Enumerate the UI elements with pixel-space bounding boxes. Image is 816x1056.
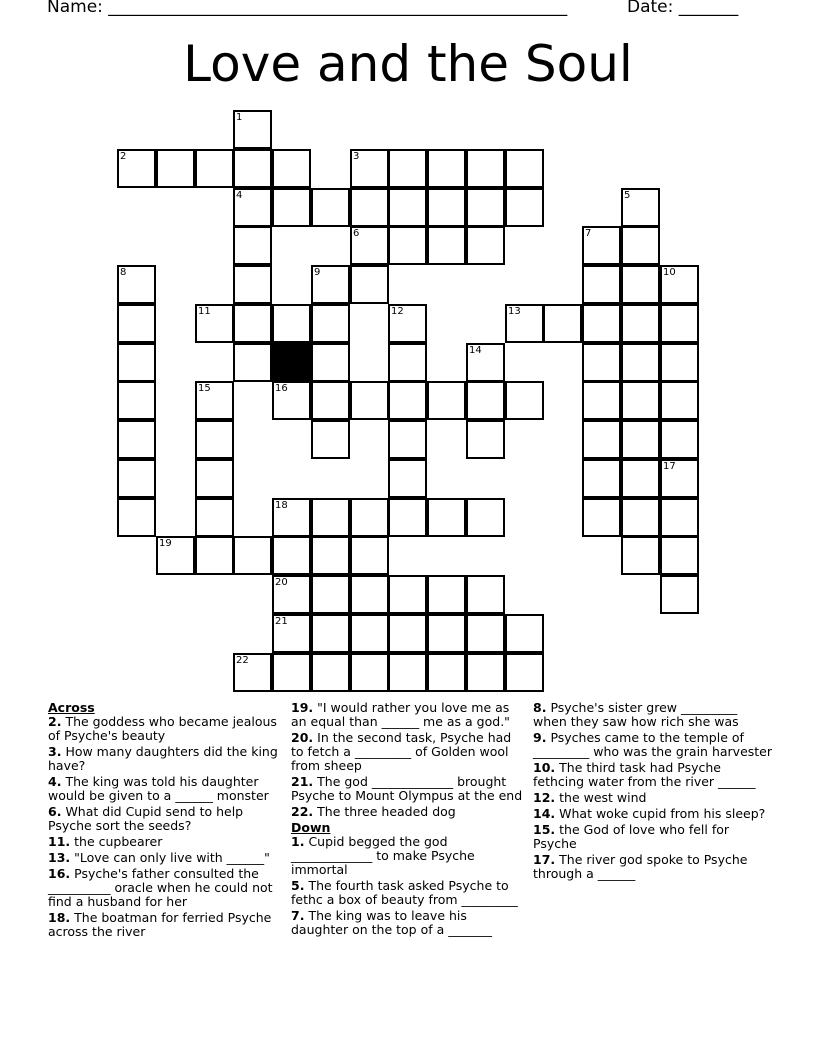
- down-clue: [533, 761, 773, 789]
- clue-number: 12.: [533, 790, 556, 805]
- grid-cell[interactable]: [117, 265, 156, 304]
- grid-cell[interactable]: [195, 420, 234, 459]
- clue-number: 8.: [533, 700, 547, 715]
- grid-cell[interactable]: [660, 343, 699, 382]
- grid-cell[interactable]: [427, 575, 466, 614]
- name-field[interactable]: Name: ______________________________________________________: [47, 0, 568, 17]
- clue-number-label: 21: [275, 616, 288, 627]
- grid-cell[interactable]: [272, 536, 311, 575]
- puzzle-title: Love and the Soul: [183, 35, 633, 93]
- grid-cell[interactable]: [311, 536, 350, 575]
- clue-number-label: 16: [275, 383, 288, 394]
- grid-cell[interactable]: [621, 304, 660, 343]
- grid-cell[interactable]: [388, 226, 427, 265]
- clue-number: 18.: [48, 910, 71, 925]
- grid-cell[interactable]: [388, 614, 427, 653]
- grid-cell[interactable]: [660, 498, 699, 537]
- clue-number-label: 19: [159, 538, 172, 549]
- clue-text: Psyches came to the temple of _________ who was the grain harvester: [533, 730, 773, 759]
- across-clue: [48, 745, 284, 773]
- grid-cell[interactable]: [195, 304, 234, 343]
- grid-block: [272, 343, 311, 382]
- clue-number: 4.: [48, 774, 62, 789]
- grid-cell[interactable]: [427, 226, 466, 265]
- grid-cell[interactable]: [582, 343, 621, 382]
- grid-cell[interactable]: [660, 381, 699, 420]
- grid-cell[interactable]: [388, 343, 427, 382]
- clue-number: 6.: [48, 804, 62, 819]
- grid-cell[interactable]: [582, 265, 621, 304]
- grid-cell[interactable]: [156, 536, 195, 575]
- clue-number: 1.: [291, 834, 305, 849]
- clue-number-label: 11: [198, 306, 211, 317]
- clue-number-label: 2: [120, 151, 127, 162]
- grid-cell[interactable]: [311, 498, 350, 537]
- grid-cell[interactable]: [427, 188, 466, 227]
- grid-cell[interactable]: [466, 614, 505, 653]
- grid-cell[interactable]: [388, 149, 427, 188]
- grid-cell[interactable]: [505, 149, 544, 188]
- clue-number: 3.: [48, 744, 62, 759]
- grid-cell[interactable]: [350, 575, 389, 614]
- grid-cell[interactable]: [466, 381, 505, 420]
- grid-cell[interactable]: [388, 498, 427, 537]
- grid-cell[interactable]: [427, 614, 466, 653]
- grid-cell[interactable]: [621, 420, 660, 459]
- grid-cell[interactable]: [388, 304, 427, 343]
- grid-cell[interactable]: [311, 265, 350, 304]
- clue-number-label: 8: [120, 267, 127, 278]
- grid-cell[interactable]: [311, 653, 350, 692]
- grid-cell[interactable]: [272, 575, 311, 614]
- down-clue: [533, 807, 773, 821]
- grid-cell[interactable]: [233, 188, 272, 227]
- grid-cell[interactable]: [621, 536, 660, 575]
- clue-number: 7.: [291, 908, 305, 923]
- grid-cell[interactable]: [311, 614, 350, 653]
- grid-cell[interactable]: [660, 459, 699, 498]
- clue-number-label: 10: [663, 267, 676, 278]
- clue-text: "Love can only live with ______": [74, 850, 270, 865]
- clue-number: 13.: [48, 850, 71, 865]
- grid-cell[interactable]: [660, 265, 699, 304]
- clue-number: 21.: [291, 774, 314, 789]
- clue-column-2: [291, 701, 527, 939]
- grid-cell[interactable]: [117, 459, 156, 498]
- clue-text: Psyche's sister grew _________ when they saw how rich she was: [533, 700, 739, 729]
- across-clue: [291, 731, 527, 773]
- grid-cell[interactable]: [272, 381, 311, 420]
- grid-cell[interactable]: [311, 381, 350, 420]
- grid-cell[interactable]: [621, 188, 660, 227]
- grid-cell[interactable]: [427, 381, 466, 420]
- grid-cell[interactable]: [505, 188, 544, 227]
- grid-cell[interactable]: [311, 343, 350, 382]
- down-clue: [533, 791, 773, 805]
- across-clue: [291, 805, 527, 819]
- clue-number-label: 15: [198, 383, 211, 394]
- grid-cell[interactable]: [660, 536, 699, 575]
- grid-cell[interactable]: [388, 653, 427, 692]
- clue-text: Cupid begged the god _____________ to make Psyche immortal: [291, 834, 475, 877]
- grid-cell[interactable]: [195, 149, 234, 188]
- clue-number: 20.: [291, 730, 314, 745]
- across-clue: [48, 715, 284, 743]
- grid-cell[interactable]: [582, 498, 621, 537]
- down-clue: [291, 835, 527, 877]
- grid-cell[interactable]: [466, 149, 505, 188]
- clue-number-label: 14: [469, 345, 482, 356]
- grid-cell[interactable]: [195, 381, 234, 420]
- grid-cell[interactable]: [233, 304, 272, 343]
- clue-number-label: 5: [624, 190, 631, 201]
- grid-cell[interactable]: [660, 420, 699, 459]
- grid-cell[interactable]: [388, 459, 427, 498]
- clue-number-label: 1: [236, 112, 243, 123]
- grid-cell[interactable]: [272, 614, 311, 653]
- grid-cell[interactable]: [195, 459, 234, 498]
- date-field[interactable]: Date: _______: [627, 0, 739, 17]
- clue-number: 14.: [533, 806, 556, 821]
- grid-cell[interactable]: [156, 149, 195, 188]
- clue-number: 16.: [48, 866, 71, 881]
- grid-cell[interactable]: [272, 653, 311, 692]
- grid-cell[interactable]: [582, 381, 621, 420]
- grid-cell[interactable]: [195, 498, 234, 537]
- down-clue: [533, 731, 773, 759]
- grid-cell[interactable]: [117, 343, 156, 382]
- clue-number: 11.: [48, 834, 71, 849]
- grid-cell[interactable]: [350, 653, 389, 692]
- grid-cell[interactable]: [466, 188, 505, 227]
- grid-cell[interactable]: [582, 226, 621, 265]
- clue-number-label: 22: [236, 655, 249, 666]
- clue-text: The river god spoke to Psyche through a ______: [533, 852, 748, 881]
- down-clue: [291, 879, 527, 907]
- clue-number-label: 20: [275, 577, 288, 588]
- clue-text: The fourth task asked Psyche to fethc a box of beauty from _________: [291, 878, 518, 907]
- grid-cell[interactable]: [233, 265, 272, 304]
- grid-cell[interactable]: [505, 381, 544, 420]
- clue-number: 22.: [291, 804, 314, 819]
- grid-cell[interactable]: [388, 420, 427, 459]
- grid-cell[interactable]: [350, 265, 389, 304]
- grid-cell[interactable]: [466, 226, 505, 265]
- clue-column-3: [533, 701, 773, 883]
- clue-number-label: 17: [663, 461, 676, 472]
- grid-cell[interactable]: [388, 188, 427, 227]
- grid-cell[interactable]: [543, 304, 582, 343]
- clue-number: 10.: [533, 760, 556, 775]
- grid-cell[interactable]: [466, 420, 505, 459]
- clue-number-label: 4: [236, 190, 243, 201]
- grid-cell[interactable]: [272, 149, 311, 188]
- grid-cell[interactable]: [466, 653, 505, 692]
- clue-text: the cupbearer: [74, 834, 163, 849]
- grid-cell[interactable]: [311, 575, 350, 614]
- grid-cell[interactable]: [272, 188, 311, 227]
- grid-cell[interactable]: [466, 575, 505, 614]
- clue-number: 9.: [533, 730, 547, 745]
- clue-number: 2.: [48, 714, 62, 729]
- clue-number: 15.: [533, 822, 556, 837]
- grid-cell[interactable]: [388, 575, 427, 614]
- clue-text: What woke cupid from his sleep?: [559, 806, 766, 821]
- clue-number: 19.: [291, 700, 314, 715]
- clue-text: The king was to leave his daughter on the top of a _______: [291, 908, 492, 937]
- down-clue: [291, 909, 527, 937]
- clue-number-label: 6: [353, 228, 360, 239]
- clue-text: The god _____________ brought Psyche to Mount Olympus at the end: [291, 774, 523, 803]
- clue-number-label: 7: [585, 228, 592, 239]
- grid-cell[interactable]: [621, 381, 660, 420]
- grid-cell[interactable]: [350, 614, 389, 653]
- grid-cell[interactable]: [582, 420, 621, 459]
- across-clue: [48, 805, 284, 833]
- grid-cell[interactable]: [466, 343, 505, 382]
- clue-text: The goddess who became jealous of Psyche's beauty: [48, 714, 277, 743]
- grid-cell[interactable]: [582, 459, 621, 498]
- grid-cell[interactable]: [350, 149, 389, 188]
- clue-text: The king was told his daughter would be given to a ______ monster: [48, 774, 269, 803]
- clue-text: the west wind: [559, 790, 647, 805]
- grid-cell[interactable]: [233, 226, 272, 265]
- grid-cell[interactable]: [311, 420, 350, 459]
- grid-cell[interactable]: [117, 304, 156, 343]
- clue-number-label: 13: [508, 306, 521, 317]
- grid-cell[interactable]: [272, 498, 311, 537]
- grid-cell[interactable]: [350, 226, 389, 265]
- grid-cell[interactable]: [505, 304, 544, 343]
- clue-text: The three headed dog: [317, 804, 456, 819]
- clue-text: Psyche's father consulted the __________ oracle when he could not find a husband for her: [48, 866, 273, 909]
- grid-cell[interactable]: [117, 381, 156, 420]
- grid-cell[interactable]: [117, 498, 156, 537]
- grid-cell[interactable]: [388, 381, 427, 420]
- clue-text: The boatman for ferried Psyche across the river: [48, 910, 272, 939]
- grid-cell[interactable]: [195, 536, 234, 575]
- down-clue: [533, 853, 773, 881]
- clue-text: What did Cupid send to help Psyche sort the seeds?: [48, 804, 244, 833]
- grid-cell[interactable]: [350, 188, 389, 227]
- grid-cell[interactable]: [427, 498, 466, 537]
- grid-cell[interactable]: [660, 304, 699, 343]
- grid-cell[interactable]: [427, 653, 466, 692]
- clue-column-1: [48, 701, 284, 941]
- grid-cell[interactable]: [621, 265, 660, 304]
- grid-cell[interactable]: [582, 304, 621, 343]
- clue-text: The third task had Psyche fethcing water from the river ______: [533, 760, 756, 789]
- clue-number: 17.: [533, 852, 556, 867]
- grid-cell[interactable]: [233, 343, 272, 382]
- clue-number: 5.: [291, 878, 305, 893]
- grid-cell[interactable]: [117, 420, 156, 459]
- down-clue: [533, 701, 773, 729]
- across-clue: [48, 911, 284, 939]
- clue-text: "I would rather you love me as an equal than ______ me as a god.": [291, 700, 510, 729]
- grid-cell[interactable]: [311, 304, 350, 343]
- grid-cell[interactable]: [621, 343, 660, 382]
- clue-number-label: 12: [391, 306, 404, 317]
- clue-text: In the second task, Psyche had to fetch a _________ of Golden wool from sheep: [291, 730, 512, 773]
- grid-cell[interactable]: [427, 149, 466, 188]
- grid-cell[interactable]: [311, 188, 350, 227]
- across-heading: Across: [48, 700, 95, 715]
- clue-text: How many daughters did the king have?: [48, 744, 278, 773]
- across-clue: [291, 701, 527, 729]
- clue-number-label: 3: [353, 151, 360, 162]
- grid-cell[interactable]: [350, 498, 389, 537]
- clue-text: the God of love who fell for Psyche: [533, 822, 730, 851]
- grid-cell[interactable]: [505, 653, 544, 692]
- across-clue: [48, 851, 284, 865]
- grid-cell[interactable]: [233, 110, 272, 149]
- clue-number-label: 9: [314, 267, 321, 278]
- down-heading: Down: [291, 820, 331, 835]
- grid-cell[interactable]: [660, 575, 699, 614]
- grid-cell[interactable]: [466, 498, 505, 537]
- grid-cell[interactable]: [621, 498, 660, 537]
- grid-cell[interactable]: [233, 149, 272, 188]
- grid-cell[interactable]: [117, 149, 156, 188]
- grid-cell[interactable]: [350, 536, 389, 575]
- grid-cell[interactable]: [233, 653, 272, 692]
- grid-cell[interactable]: [621, 459, 660, 498]
- across-clue: [291, 775, 527, 803]
- grid-cell[interactable]: [350, 381, 389, 420]
- down-clue: [533, 823, 773, 851]
- grid-cell[interactable]: [621, 226, 660, 265]
- grid-cell[interactable]: [505, 614, 544, 653]
- grid-cell[interactable]: [272, 304, 311, 343]
- clue-number-label: 18: [275, 500, 288, 511]
- across-clue: [48, 867, 284, 909]
- across-clue: [48, 835, 284, 849]
- grid-cell[interactable]: [233, 536, 272, 575]
- across-clue: [48, 775, 284, 803]
